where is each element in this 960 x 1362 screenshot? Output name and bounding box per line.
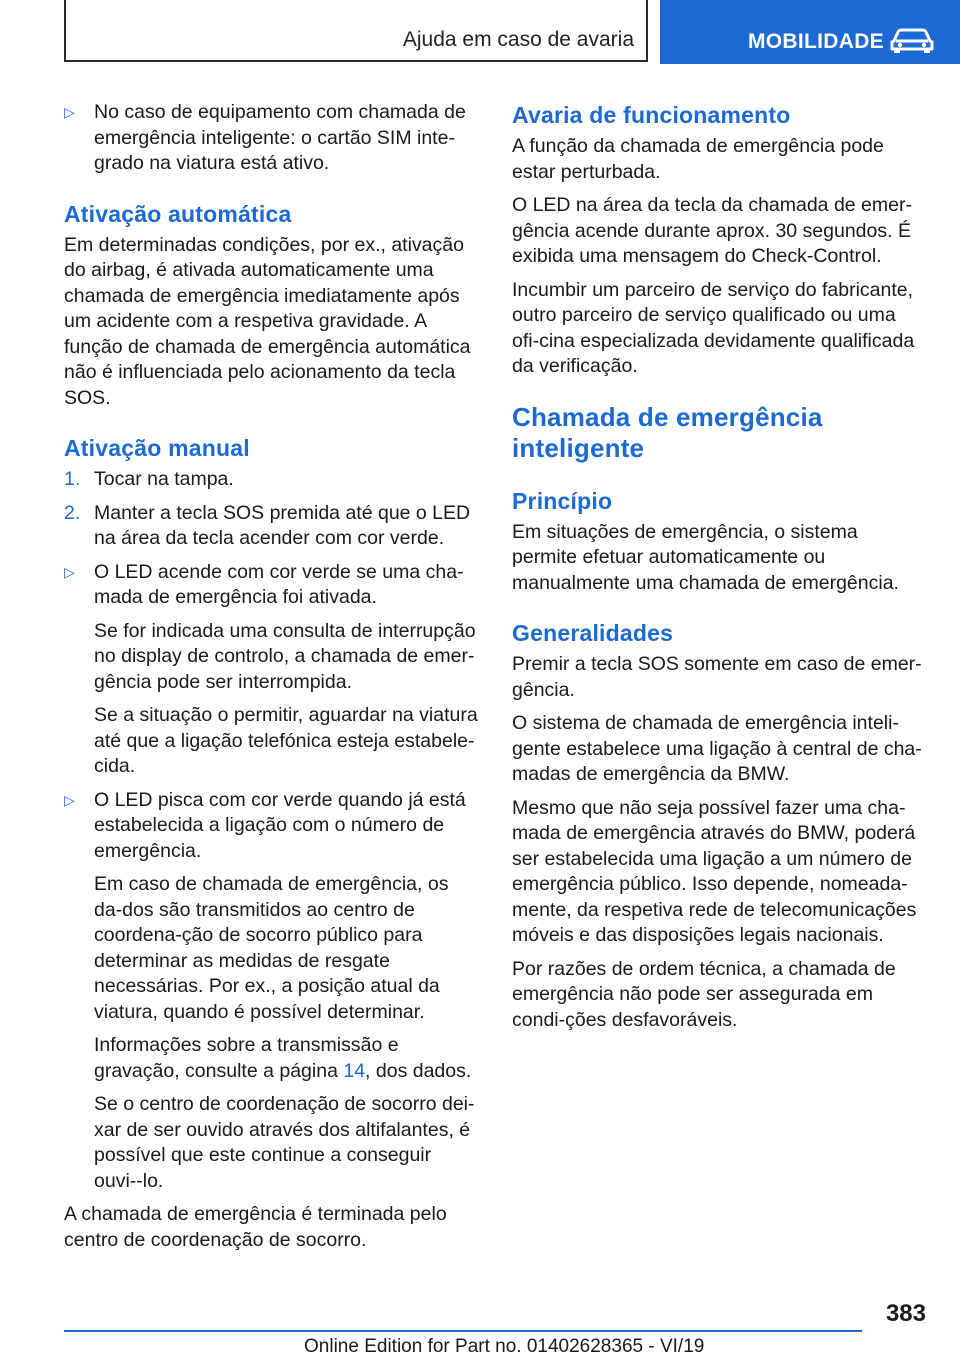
car-icon [888, 27, 936, 58]
edition-text: Online Edition for Part no. 01402628365 - VI/19 [304, 1336, 705, 1357]
paragraph: No caso de equipamento com chamada de emergência inteligente: o cartão SIM inte-grado na viatura está ativo. [94, 101, 466, 174]
page-number: 383 [885, 1300, 926, 1327]
left-column [64, 100, 478, 1261]
bullet-marker-icon: ▷ [64, 104, 75, 120]
paragraph [94, 1033, 478, 1084]
heading-chamada-inteligente: Chamada de emergência inteligente [512, 401, 823, 463]
tab-label: MOBILIDADE [748, 30, 884, 53]
list-item [64, 788, 478, 1195]
footer-divider [64, 1330, 862, 1332]
heading-generalidades: Generalidades [512, 620, 674, 646]
mobilidade-tab[interactable] [660, 0, 960, 64]
paragraph: O LED na área da tecla da chamada de emer-gência acende durante aprox. 30 segundos. É exibida uma mensagem do Check-Control. [512, 194, 912, 267]
paragraph: Incumbir um parceiro de serviço do fabricante, outro parceiro de serviço qualificado ou uma ofi-cina especializada devidamente qualificada da verificação. [512, 278, 915, 377]
paragraph: Se for indicada uma consulta de interrupção no display de controlo, a chamada de emer-gência pode ser interrompida. [94, 619, 476, 693]
paragraph: O LED acende com cor verde se uma cha-mada de emergência foi ativada. [94, 560, 464, 608]
heading-ativacao-automatica: Ativação automática [64, 200, 292, 227]
step-number: 1. [64, 468, 81, 490]
text: , dos dados. [365, 1059, 472, 1082]
bullet-marker-icon: ▷ [64, 563, 75, 580]
paragraph: A função da chamada de emergência pode estar perturbada. [512, 135, 884, 183]
heading-avaria: Avaria de funcionamento [512, 102, 791, 128]
paragraph: A chamada de emergência é terminada pelo centro de coordenação de socorro. [64, 1203, 447, 1251]
right-column [512, 100, 926, 1041]
paragraph: O sistema de chamada de emergência inteli-gente estabelece uma ligação à central de cha-madas de emergência da BMW. [512, 712, 922, 785]
paragraph: Se o centro de coordenação de socorro dei-xar de ser ouvido através dos altifalantes, é possível que este continue a conseguir ouvi--lo. [94, 1093, 475, 1192]
step-number: 2. [64, 501, 81, 524]
list-item [64, 501, 478, 552]
paragraph: Por razões de ordem técnica, a chamada de emergência não pode ser assegurada em condi-ções desfavoráveis. [512, 957, 896, 1031]
heading-principio: Princípio [512, 487, 613, 514]
paragraph: Em situações de emergência, o sistema permite efetuar automaticamente ou manualmente uma chamada de emergência. [512, 520, 899, 594]
paragraph: O LED pisca com cor verde quando já está estabelecida a ligação com o número de emergência. [94, 788, 466, 862]
paragraph: Em determinadas condições, por ex., ativação do airbag, é ativada automaticamente uma chamada de emergência imediatamente após um acidente com a respetiva gravidade. A função de chamada de emergência automática não é influenciada pelo acionamento da tecla SOS. [64, 233, 471, 409]
paragraph: Mesmo que não seja possível fazer uma cha-mada de emergência através do BMW, poderá ser estabelecida uma ligação a um número de emergência público. Isso depende, nomeada-mente, da respetiva rede de telecomunicações móveis e das disposições legais nacionais. [512, 796, 917, 946]
list-item [64, 560, 478, 780]
step-text: Tocar na tampa. [94, 468, 234, 490]
step-text: Manter a tecla SOS premida até que o LED na área da tecla acender com cor verde. [94, 501, 471, 549]
paragraph: Premir a tecla SOS somente em caso de emer-gência. [512, 653, 922, 701]
text: Informações sobre a transmissão e gravação, consulte a página [94, 1034, 399, 1082]
page-link[interactable]: 14 [343, 1059, 366, 1082]
heading-ativacao-manual: Ativação manual [64, 435, 250, 461]
section-title: Ajuda em caso de avaria [402, 28, 634, 51]
bullet-marker-icon: ▷ [64, 791, 75, 808]
paragraph: Se a situação o permitir, aguardar na viatura até que a ligação telefónica esteja estabele-cida. [94, 704, 478, 777]
list-item [64, 467, 478, 493]
list-item [64, 100, 478, 177]
paragraph: Em caso de chamada de emergência, os da-dos são transmitidos ao centro de coordena-ção de socorro público para determinar as medidas de resgate necessárias. Por ex., a posição atual da viatura, quando é possível determinar. [94, 873, 449, 1023]
